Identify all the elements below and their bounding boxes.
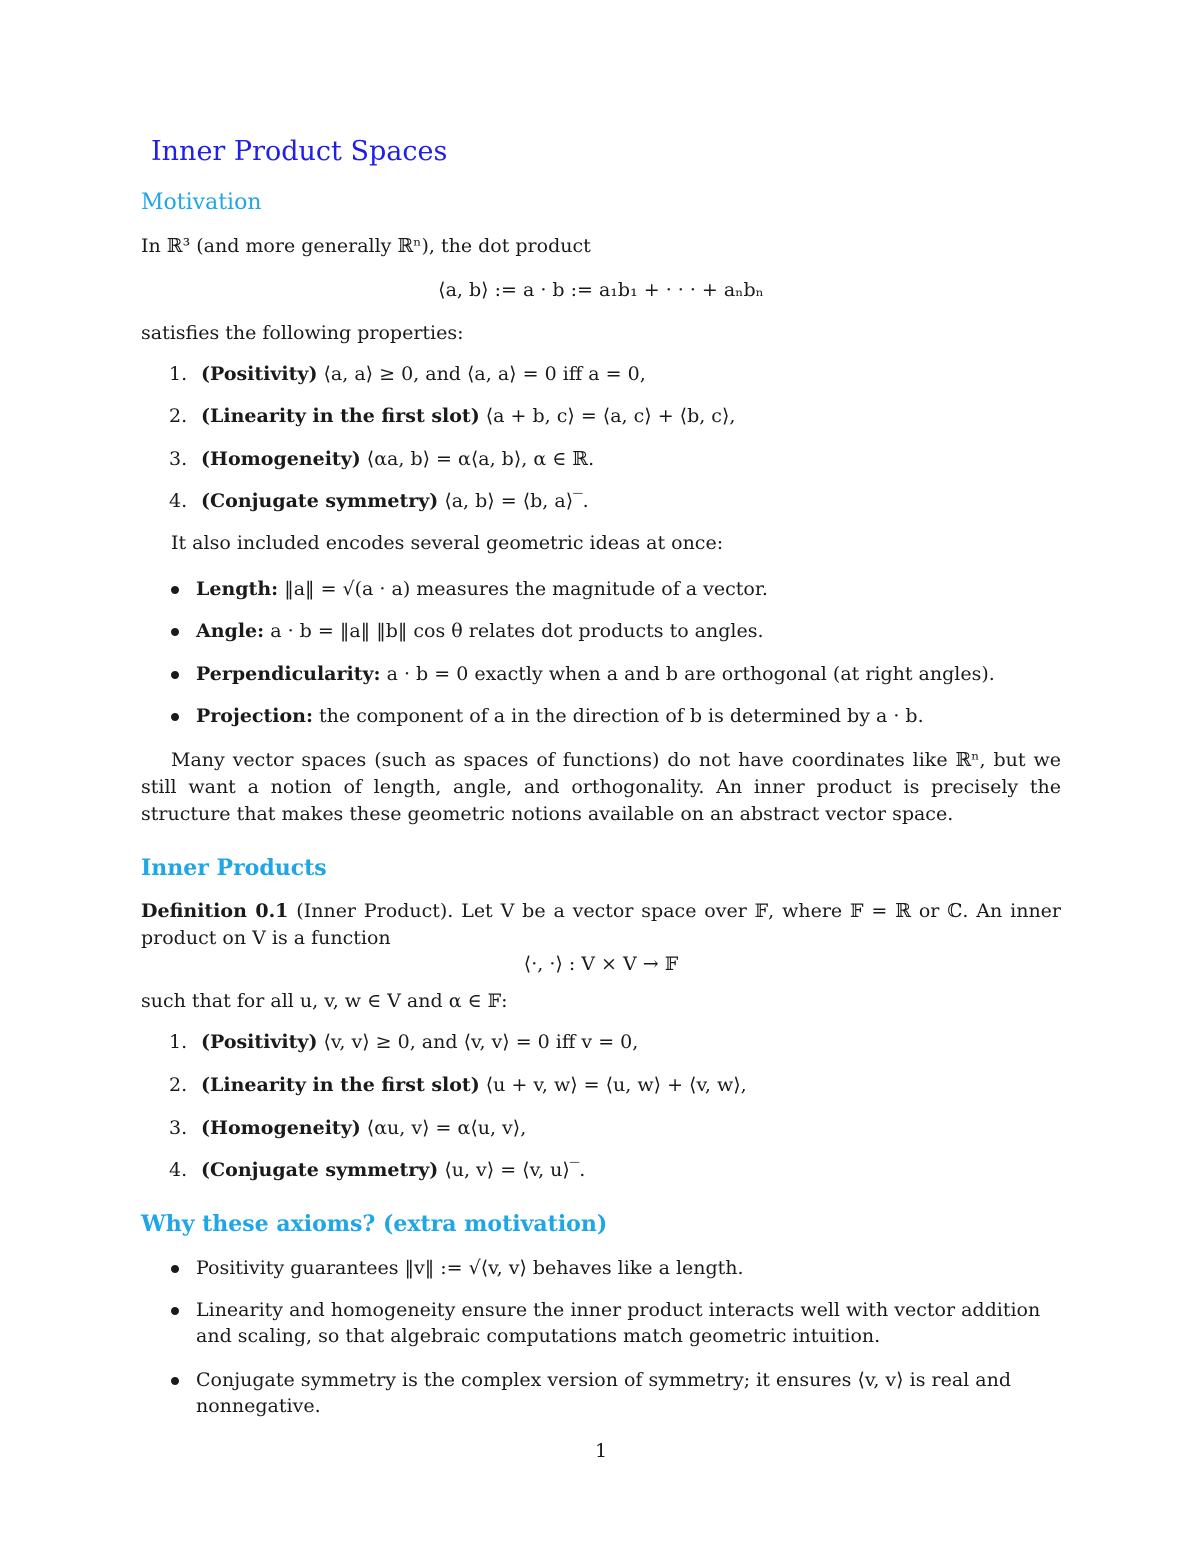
definition-after-formula: such that for all u, v, w ∈ V and α ∈ 𝔽:	[141, 990, 508, 1012]
bullet-text: Conjugate symmetry is the complex version of symmetry; it ensures ⟨v, v⟩ is real and nonnegative.	[196, 1369, 1011, 1417]
bullet-icon	[171, 628, 179, 636]
section-heading-why-axioms: Why these axioms? (extra motivation)	[141, 1211, 608, 1237]
bullet-item	[171, 1297, 1061, 1349]
property-math: ⟨a, b⟩ = ⟨b, a⟩‾.	[444, 490, 589, 512]
bullet-text: the component of a in the direction of b is determined by a · b.	[319, 705, 924, 727]
bullet-icon	[171, 1377, 179, 1385]
property-label: (Homogeneity)	[201, 448, 361, 470]
property-item	[169, 446, 594, 472]
item-number: 1.	[169, 1031, 188, 1053]
bullet-item	[171, 618, 1061, 644]
axiom-label: (Conjugate symmetry)	[201, 1159, 439, 1181]
item-number: 2.	[169, 1074, 188, 1096]
property-math: ⟨a + b, c⟩ = ⟨a, c⟩ + ⟨b, c⟩,	[485, 405, 736, 427]
property-math: ⟨αa, b⟩ = α⟨a, b⟩, α ∈ ℝ.	[366, 448, 595, 470]
geometric-intro: It also included encodes several geometric ideas at once:	[171, 532, 724, 554]
axiom-math: ⟨u + v, w⟩ = ⟨u, w⟩ + ⟨v, w⟩,	[485, 1074, 747, 1096]
property-label: (Linearity in the first slot)	[201, 405, 480, 427]
bullet-text: a · b = 0 exactly when a and b are orthogonal (at right angles).	[386, 663, 995, 685]
property-label: (Positivity)	[201, 363, 318, 385]
bullet-label: Angle:	[196, 620, 265, 642]
document-title: Inner Product Spaces	[151, 136, 448, 167]
bullet-text: Positivity guarantees ‖v‖ := √⟨v, v⟩ behaves like a length.	[196, 1257, 744, 1279]
definition-label: Definition 0.1	[141, 900, 289, 922]
bullet-item	[171, 576, 1061, 602]
item-number: 3.	[169, 448, 188, 470]
bullet-label: Perpendicularity:	[196, 663, 381, 685]
bullet-item	[171, 661, 1061, 687]
property-item	[169, 361, 646, 387]
bullet-item	[171, 1255, 1061, 1281]
bullet-icon	[171, 1265, 179, 1273]
axiom-math: ⟨u, v⟩ = ⟨v, u⟩‾.	[444, 1159, 586, 1181]
dot-product-formula: ⟨a, b⟩ := a · b := a₁b₁ + · · · + aₙbₙ	[438, 279, 764, 301]
definition-text: (Inner Product). Let V be a vector space over 𝔽, where 𝔽 = ℝ or ℂ. An inner product on V is a function	[141, 900, 1062, 949]
item-number: 4.	[169, 1159, 188, 1181]
axiom-math: ⟨αu, v⟩ = α⟨u, v⟩,	[366, 1117, 527, 1139]
bullet-label: Length:	[196, 578, 279, 600]
section-heading-inner-products: Inner Products	[141, 855, 327, 881]
axiom-label: (Positivity)	[201, 1031, 318, 1053]
axiom-item	[169, 1072, 747, 1098]
inner-product-signature: ⟨·, ·⟩ : V × V → 𝔽	[523, 953, 679, 975]
bullet-icon	[171, 586, 179, 594]
bullet-icon	[171, 713, 179, 721]
motivation-intro: In ℝ³ (and more generally ℝⁿ), the dot product	[141, 235, 591, 257]
item-number: 1.	[169, 363, 188, 385]
definition-paragraph	[141, 898, 1061, 952]
property-label: (Conjugate symmetry)	[201, 490, 439, 512]
property-item	[169, 403, 735, 429]
property-math: ⟨a, a⟩ ≥ 0, and ⟨a, a⟩ = 0 iff a = 0,	[323, 363, 646, 385]
item-number: 2.	[169, 405, 188, 427]
item-number: 3.	[169, 1117, 188, 1139]
bullet-icon	[171, 1307, 179, 1315]
item-number: 4.	[169, 490, 188, 512]
bullet-item	[171, 703, 1061, 729]
axiom-item	[169, 1115, 526, 1141]
axiom-label: (Homogeneity)	[201, 1117, 361, 1139]
axiom-math: ⟨v, v⟩ ≥ 0, and ⟨v, v⟩ = 0 iff v = 0,	[323, 1031, 639, 1053]
axiom-item	[169, 1157, 585, 1183]
motivation-closing-paragraph: Many vector spaces (such as spaces of functions) do not have coordinates like ℝⁿ, but we still want a notion of length, angle, and orthogonality. An inner product is precisely the structure that makes these geometric notions available on an abstract vector space.	[141, 749, 1061, 825]
section-heading-motivation: Motivation	[141, 190, 262, 215]
bullet-text: Linearity and homogeneity ensure the inner product interacts well with vector addition and scaling, so that algebraic computations match geometric intuition.	[196, 1299, 1041, 1347]
bullet-label: Projection:	[196, 705, 313, 727]
property-item	[169, 488, 589, 514]
bullet-item	[171, 1367, 1061, 1419]
bullet-text: ‖a‖ = √(a · a) measures the magnitude of a vector.	[284, 578, 768, 600]
axiom-label: (Linearity in the first slot)	[201, 1074, 480, 1096]
axiom-item	[169, 1029, 638, 1055]
bullet-icon	[171, 671, 179, 679]
motivation-after-formula: satisfies the following properties:	[141, 322, 464, 344]
bullet-text: a · b = ‖a‖ ‖b‖ cos θ relates dot products to angles.	[270, 620, 764, 642]
page-number: 1	[594, 1440, 608, 1462]
